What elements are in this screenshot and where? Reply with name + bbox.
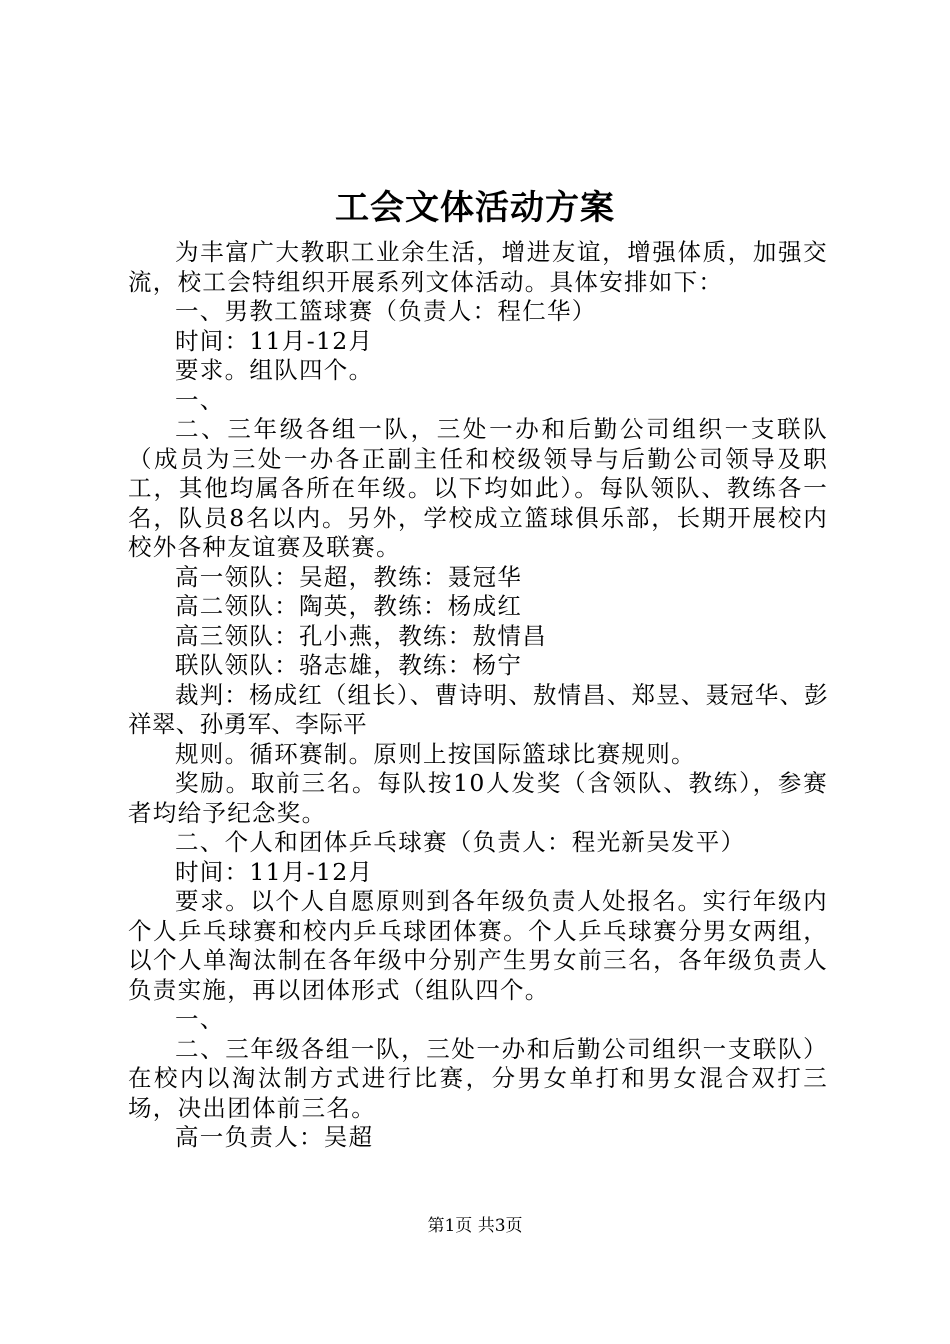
- paragraph-item-one: 一、: [175, 385, 225, 414]
- paragraph-basketball-requirement: 要求。组队四个。: [175, 356, 374, 384]
- paragraph-pingpong-teams: 二、三年级各组一队，三处一办和后勤公司组织一支联队）在校内以淘汰制方式进行比赛，分男女单打和男女混合双打三场，决出团体前三名。: [128, 1034, 828, 1122]
- paragraph-pingpong-time: 时间：11月-12月: [175, 857, 374, 886]
- document-body: [128, 238, 828, 1153]
- paragraph-joint-leader: 联队领队：骆志雄，教练：杨宁: [175, 651, 523, 679]
- paragraph-referees: 裁判：杨成红（组长）、曹诗明、敖情昌、郑昱、聂冠华、彭祥翠、孙勇军、李际平: [128, 680, 828, 738]
- paragraph-grade2-leader: 高二领队：陶英，教练：杨成红: [175, 592, 523, 620]
- paragraph-grade1-leader: 高一领队：吴超，教练：聂冠华: [175, 562, 523, 591]
- page-number: 第1页 共3页: [427, 1216, 523, 1236]
- paragraph-section-pingpong: 二、个人和团体乒乓球赛（负责人：程光新吴发平）: [175, 828, 746, 856]
- paragraph-rules: 规则。循环赛制。原则上按国际篮球比赛规则。: [175, 739, 696, 768]
- paragraph-basketball-time: 时间：11月-12月: [175, 326, 374, 355]
- paragraph-item-one-b: 一、: [175, 1005, 225, 1033]
- paragraph-pingpong-requirement: 要求。以个人自愿原则到各年级负责人处报名。实行年级内个人乒乓球赛和校内乒乓球团体赛。个人乒乓球赛分男女两组，以个人单淘汰制在各年级中分别产生男女前三名，各年级负责人负责实施，再以团体形式（组队四个。: [128, 887, 828, 1004]
- paragraph-section-basketball: 一、男教工篮球赛（负责人：程仁华）: [175, 297, 597, 325]
- paragraph-intro: 为丰富广大教职工业余生活，增进友谊，增强体质，加强交流，校工会特组织开展系列文体活动。具体安排如下：: [128, 238, 828, 296]
- document-title: 工会文体活动方案: [335, 188, 615, 228]
- paragraph-grade3-leader: 高三领队：孔小燕，教练：敖情昌: [175, 621, 547, 650]
- paragraph-basketball-teams: 二、三年级各组一队，三处一办和后勤公司组织一支联队（成员为三处一办各正副主任和校级领导与后勤公司领导及职工，其他均属各所在年级。以下均如此）。每队领队、教练各一名，队员8名以内。另外，学校成立篮球俱乐部，长期开展校内校外各种友谊赛及联赛。: [128, 415, 828, 561]
- paragraph-awards: 奖励。取前三名。每队按10人发奖（含领队、教练），参赛者均给予纪念奖。: [128, 769, 828, 827]
- paragraph-pingpong-grade1: 高一负责人：吴超: [175, 1123, 374, 1151]
